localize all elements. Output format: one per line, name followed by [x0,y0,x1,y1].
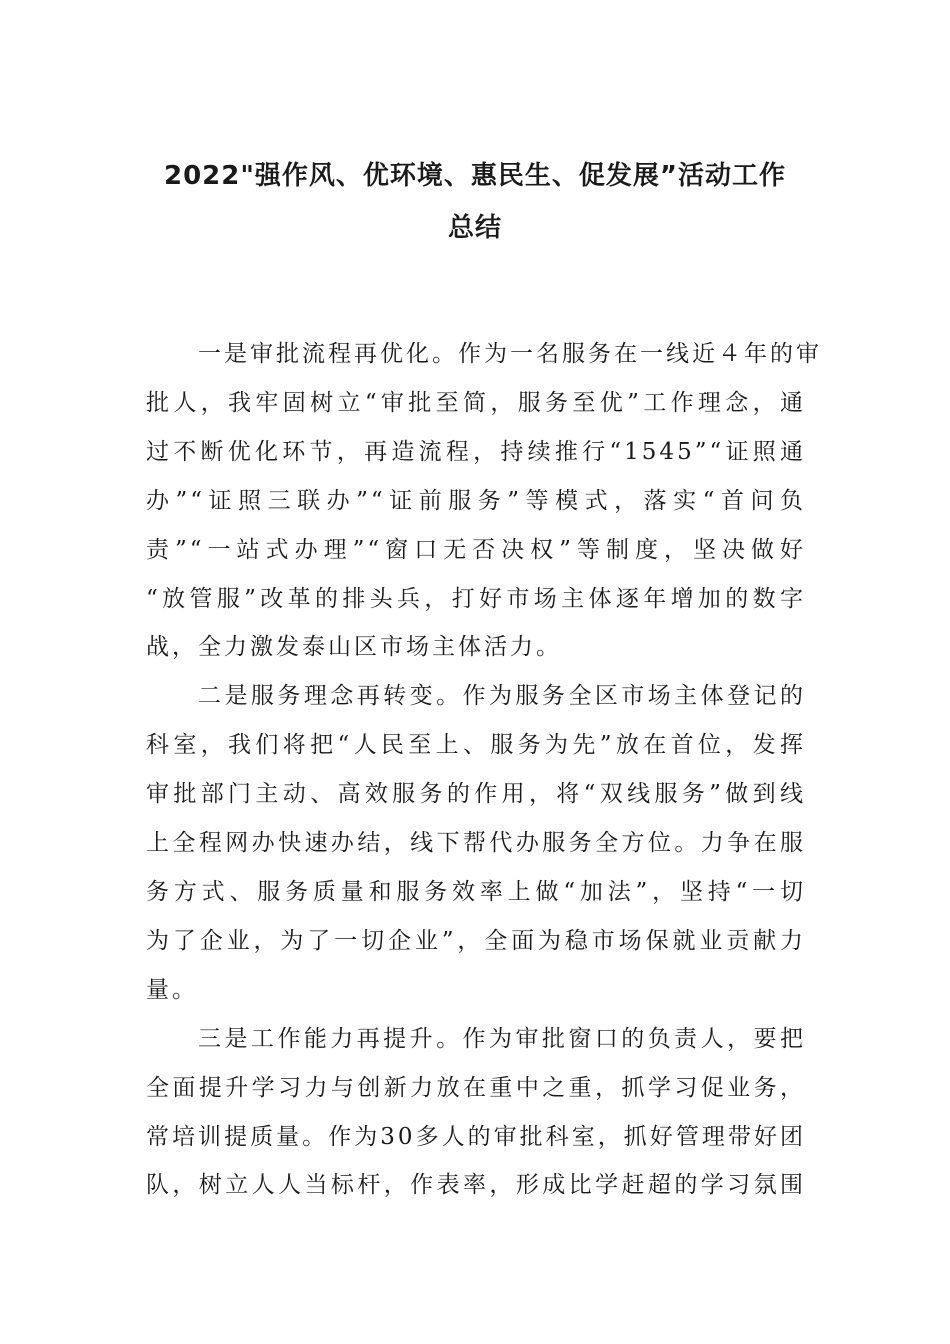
title-line: 2022"强作风、优环境、惠民生、促发展”活动工作 [164,161,786,191]
text-line: 队，树立人人当标杆，作表率，形成比学赶超的学习氛围 [146,1172,806,1199]
text-line: 办”“证照三联办”“证前服务”等模式，落实“首问负 [146,487,806,514]
paragraph [146,672,806,1014]
text-line: 科室，我们将把“人民至上、服务为先”放在首位，发挥 [146,732,806,759]
text-line: 上全程网办快速办结，线下帮代办服务全方位。力争在服 [146,830,806,857]
text-line: 为了企业，为了一切企业”，全面为稳市场保就业贡献力 [146,927,806,954]
text-line: 审批部门主动、高效服务的作用，将“双线服务”做到线 [146,781,806,808]
text-line: 二是服务理念再转变。作为服务全区市场主体登记的 [198,683,806,710]
title-line: 总结 [447,213,502,243]
text-line: 战，全力激发泰山区市场主体活力。 [146,634,562,661]
document-body [146,330,822,1210]
text-line: 过不断优化环节，再造流程，持续推行“1545”“证照通 [146,438,806,465]
text-line: 常培训提质量。作为30多人的审批科室，抓好管理带好团 [146,1123,806,1150]
document-title [130,150,820,254]
text-line: 责”“一站式办理”“窗口无否决权”等制度，坚决做好 [146,536,806,563]
paragraph [146,330,822,672]
text-line: 批人，我牢固树立“审批至简，服务至优”工作理念，通 [146,389,806,416]
paragraph [146,1015,806,1211]
text-line: 务方式、服务质量和服务效率上做“加法”，坚持“一切 [146,878,806,905]
text-line: 一是审批流程再优化。作为一名服务在一线近４年的审 [198,341,822,367]
text-line: 量。 [146,976,198,1003]
text-line: 三是工作能力再提升。作为审批窗口的负责人，要把 [198,1025,806,1052]
text-line: “放管服”改革的排头兵，打好市场主体逐年增加的数字 [146,585,806,612]
text-line: 全面提升学习力与创新力放在重中之重，抓学习促业务， [146,1074,806,1101]
